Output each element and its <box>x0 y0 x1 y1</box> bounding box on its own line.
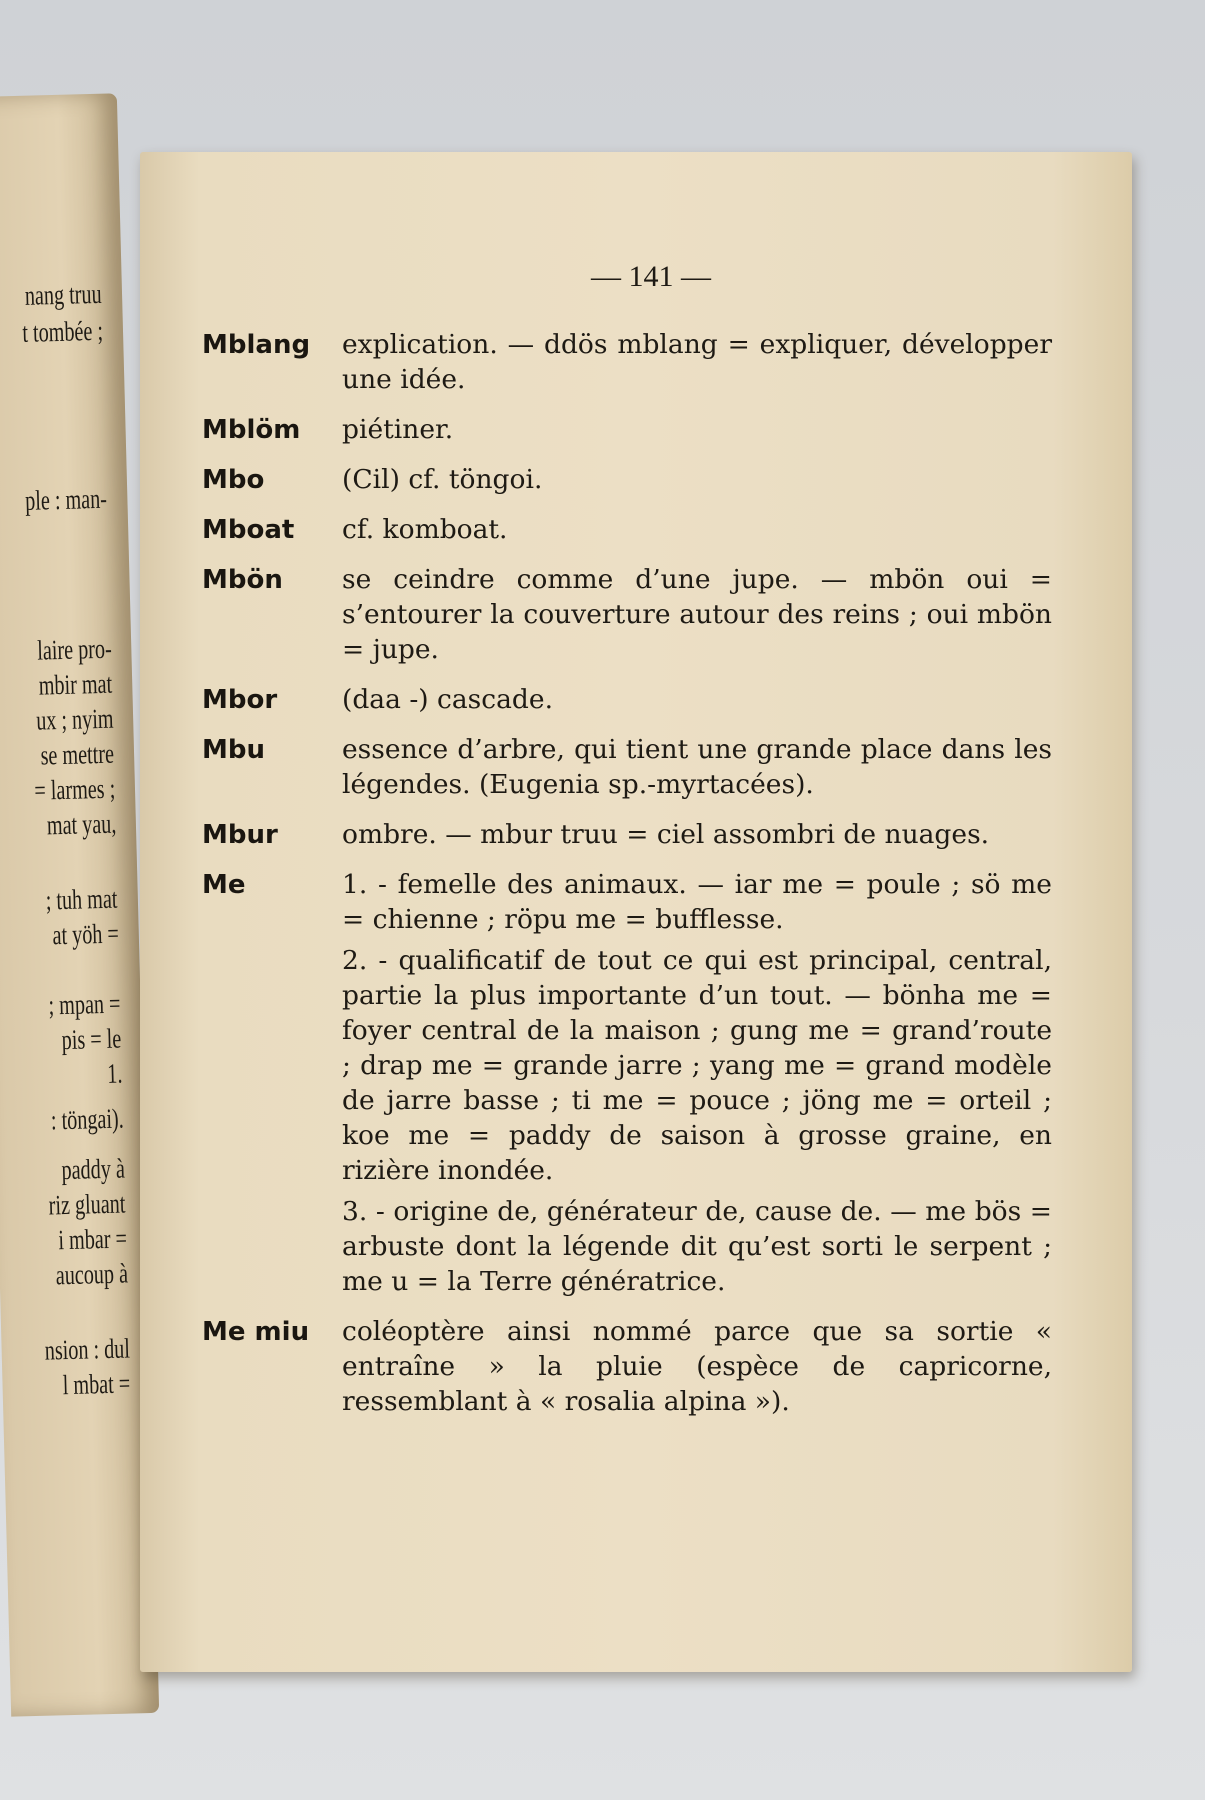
left-page-text: nang truu <box>24 278 103 312</box>
left-page-text: mbir mat <box>38 668 113 702</box>
entry-headword: Me miu <box>202 1317 310 1347</box>
dictionary-entry <box>202 512 1052 553</box>
dictionary-entry <box>202 327 1052 403</box>
entry-definitions <box>342 817 1052 858</box>
left-page-text: ux ; nyim <box>35 703 114 737</box>
left-page-text: ; mpan = <box>48 988 122 1022</box>
entry-definitions <box>342 732 1052 808</box>
entry-headword: Mboat <box>202 515 295 545</box>
entry-headword: Mbor <box>202 685 278 715</box>
entry-definition: se ceindre comme d’une jupe. — mbön oui = s’entourer la couverture autour des reins ; oui mbön = jupe. <box>342 564 1052 665</box>
left-page-text: paddy à <box>61 1153 126 1187</box>
left-page-text: laire pro- <box>36 633 112 667</box>
left-page-text: l mbat = <box>62 1368 131 1402</box>
left-page-text: mat yau, <box>46 808 117 842</box>
left-page <box>0 93 159 1716</box>
entry-headword: Mbur <box>202 820 278 850</box>
left-page-text: ple : man- <box>25 483 108 517</box>
entry-headword: Mblöm <box>202 415 301 445</box>
left-page-text: aucoup à <box>55 1258 129 1292</box>
dictionary-entry <box>202 462 1052 503</box>
entry-definition: piétiner. <box>342 414 454 445</box>
entry-definitions <box>342 1314 1052 1425</box>
entry-definition: coléoptère ainsi nommé parce que sa sortie « entraîne » la pluie (espèce de capricorne, ressemblant à « rosalia alpina »). <box>342 1316 1052 1417</box>
left-page-text: se mettre <box>40 738 115 772</box>
entry-definitions <box>342 867 1052 1305</box>
entry-definitions <box>342 412 1052 453</box>
dictionary-entry <box>202 412 1052 453</box>
entry-headword: Mbo <box>202 465 265 495</box>
left-page-text: pis = le <box>61 1023 122 1057</box>
entry-definitions <box>342 462 1052 503</box>
entry-definition: cf. komboat. <box>342 514 508 545</box>
entry-headword: Mblang <box>202 330 311 360</box>
left-page-text: nsion : dul <box>44 1333 131 1367</box>
entry-definition: essence d’arbre, qui tient une grande place dans les légendes. (Eugenia sp.-myrtacées). <box>342 734 1052 800</box>
dictionary-entry <box>202 682 1052 723</box>
entry-definition: (daa -) cascade. <box>342 684 553 715</box>
entry-definitions <box>342 327 1052 403</box>
entry-definition: ombre. — mbur truu = ciel assombri de nuages. <box>342 819 990 850</box>
entry-definition: explication. — ddös mblang = expliquer, développer une idée. <box>342 329 1052 395</box>
dictionary-entry <box>202 562 1052 673</box>
entry-definition: 3. - origine de, générateur de, cause de. — me bös = arbuste dont la légende dit qu’est sorti le serpent ; me u = la Terre génératrice. <box>342 1196 1052 1297</box>
left-page-text: = larmes ; <box>33 773 116 807</box>
dictionary-entry <box>202 1314 1052 1425</box>
entry-headword: Mbu <box>202 735 265 765</box>
entry-definitions <box>342 682 1052 723</box>
left-page-text: i mbar = <box>57 1223 128 1257</box>
entry-definition: 2. - qualificatif de tout ce qui est principal, central, partie la plus importante d’un tout. — bönha me = foyer central de la maison ; gung me = grand’route ; drap me = grande jarre ; yang me = grand modèle de jarre basse ; ti me = pouce ; jöng me = orteil ; koe me = paddy de saison à grosse graine, en rizière inondée. <box>342 945 1052 1186</box>
left-page-text: ; tuh mat <box>45 883 119 917</box>
entry-headword: Me <box>202 870 246 900</box>
page-number: — 141 — <box>591 260 711 293</box>
entry-list <box>202 327 1052 1434</box>
dictionary-page <box>140 152 1132 1672</box>
left-page-text: : töngai). <box>50 1103 125 1137</box>
entry-definition: 1. - femelle des animaux. — iar me = poule ; sö me = chienne ; röpu me = bufflesse. <box>342 869 1052 935</box>
dictionary-entry <box>202 732 1052 808</box>
entry-definition: (Cil) cf. töngoi. <box>342 464 543 495</box>
entry-headword: Mbön <box>202 565 283 595</box>
left-page-text: at yöh = <box>52 918 120 952</box>
left-page-text: 1. <box>106 1058 123 1090</box>
left-page-text: riz gluant <box>48 1188 127 1222</box>
left-page-text: t tombée ; <box>21 315 104 349</box>
entry-definitions <box>342 562 1052 673</box>
dictionary-entry <box>202 817 1052 858</box>
dictionary-entry <box>202 867 1052 1305</box>
entry-definitions <box>342 512 1052 553</box>
